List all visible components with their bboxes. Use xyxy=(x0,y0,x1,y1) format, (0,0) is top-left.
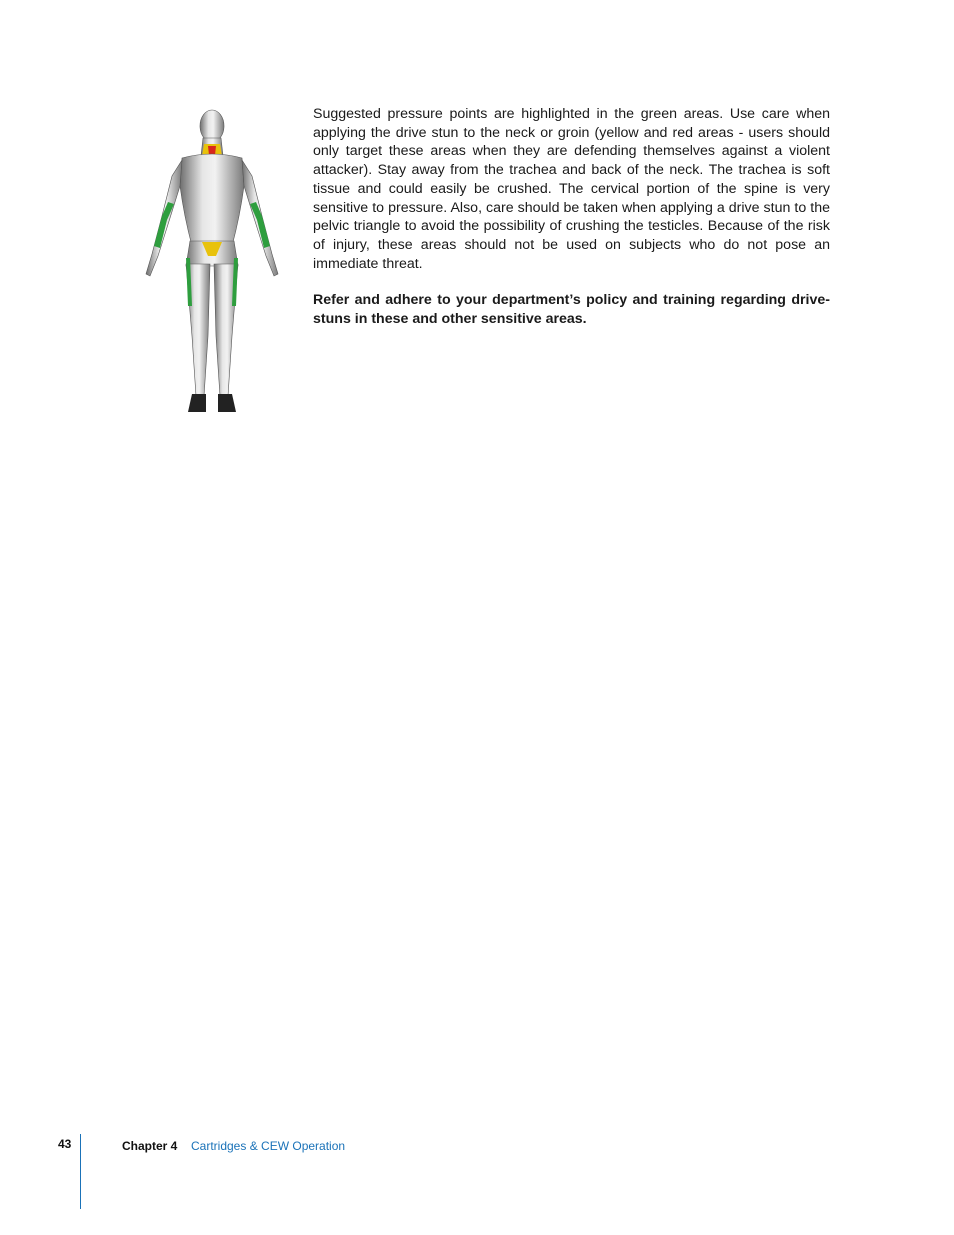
footer-divider xyxy=(80,1134,81,1209)
footer-chapter-label: Chapter 4 xyxy=(122,1139,178,1153)
body-figure-illustration xyxy=(140,106,288,418)
policy-note-paragraph: Refer and adhere to your department’s policy and training regarding drive-stuns in these and other sensitive areas. xyxy=(313,292,830,328)
page-number: 43 xyxy=(58,1137,72,1151)
trachea-danger-zone xyxy=(208,146,216,155)
footer-chapter-title: Cartridges & CEW Operation xyxy=(191,1139,346,1153)
body-text xyxy=(313,105,830,329)
pressure-points-paragraph: Suggested pressure points are highlighted in the green areas. Use care when applying the drive stun to the neck or groin (yellow and red areas - users should only target these areas when they are defending themselves against a violent attacker). Stay away from the trachea and back of the neck. The trachea is soft tissue and could easily be crushed. The cervical portion of the spine is very sensitive to pressure. Also, care should be taken when applying a drive stun to the pelvic triangle to avoid the possibility of crushing the testicles. Because of the risk of injury, these areas should not be used on subjects who do not pose an immediate threat. xyxy=(313,106,830,272)
human-body-icon xyxy=(140,106,288,418)
